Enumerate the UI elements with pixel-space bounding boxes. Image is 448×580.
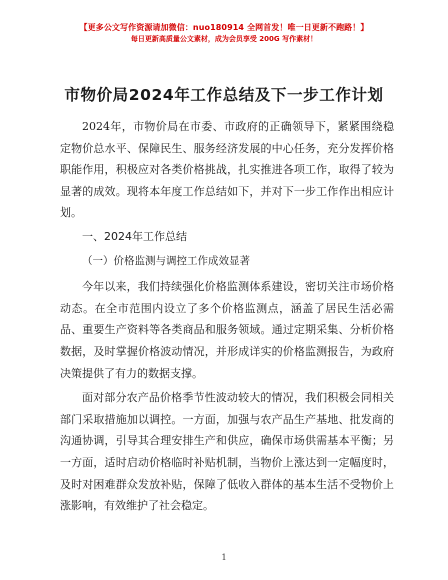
section-heading: 一、2024年工作总结 — [82, 229, 187, 243]
subsection-heading: （一）价格监测与调控工作成效显著 — [82, 254, 250, 267]
body-paragraph-2: 面对部分农产品价格季节性波动较大的情况，我们积极会同相关部门采取措施加以调控。一方面，加强与农产品生产基地、批发商的沟通协调，引导其合理安排生产和供应，确保市场供需基本平衡；另一方面，适时启动价格临时补贴机制，当物价上涨达到一定幅度时，及时对困难群众发放补贴，保障了低收入群体的基本生活不受物价上涨影响，有效维护了社会稳定。 — [60, 391, 394, 513]
document-title: 市物价局2024年工作总结及下一步工作计划 — [64, 86, 384, 104]
body-paragraph-1: 今年以来，我们持续强化价格监测体系建设，密切关注市场价格动态。在全市范围内设立了多个价格监测点，涵盖了居民生活必需品、重要生产资料等各类商品和服务领域。通过定期采集、分析价格数据，及时掌握价格波动情况，并形成详实的价格监测报告，为政府决策提供了有力的数据支撑。 — [60, 280, 394, 380]
document-body — [60, 116, 394, 517]
promo-banner — [0, 22, 448, 45]
promo-line-1: 【更多公文写作资源请加微信：nuo180914 全网首发！唯一日更新不跑路！】 — [79, 23, 369, 32]
page-number: 1 — [221, 553, 227, 562]
promo-line-2: 每日更新高质量公文素材，成为会员享受 200G 写作素材！ — [130, 35, 318, 43]
intro-paragraph: 2024年，市物价局在市委、市政府的正确领导下，紧紧围绕稳定物价总水平、保障民生、服务经济发展的中心任务，充分发挥价格职能作用，积极应对各类价格挑战，扎实推进各项工作，取得了较为显著的成效。现将本年度工作总结如下，并对下一步工作作出相应计划。 — [60, 120, 394, 220]
